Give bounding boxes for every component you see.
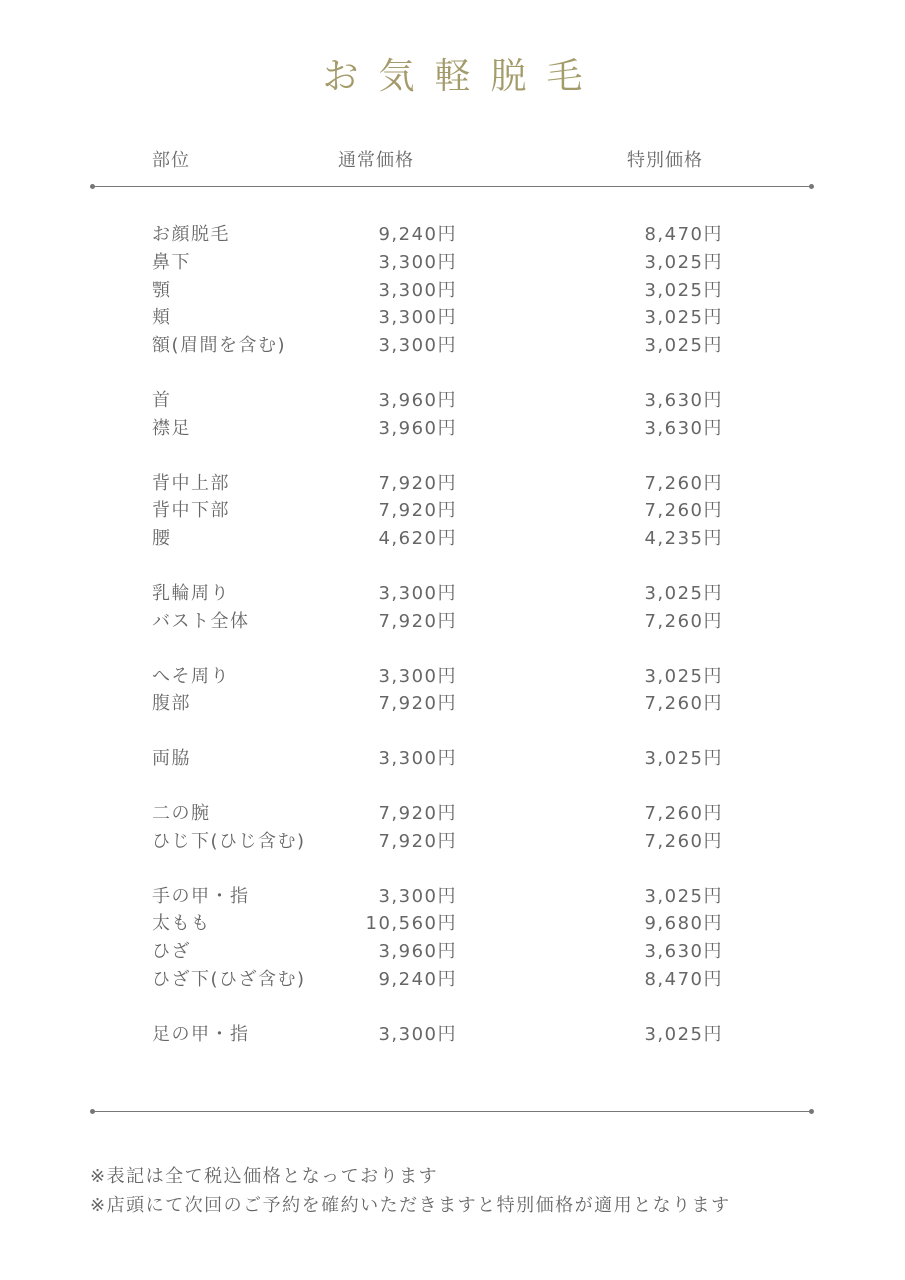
price-row <box>0 882 905 910</box>
row-special-price: 3,025円 <box>644 748 723 770</box>
row-special-price: 3,025円 <box>644 582 723 604</box>
price-row <box>0 524 905 552</box>
row-special-price: 3,630円 <box>644 417 723 439</box>
row-special-price: 7,260円 <box>644 472 723 494</box>
header-normal-price: 通常価格 <box>338 150 414 171</box>
row-normal-price: 3,300円 <box>378 665 457 687</box>
row-special-price: 3,025円 <box>644 279 723 301</box>
row-part: 腹部 <box>152 693 191 715</box>
row-part: ひざ <box>152 941 191 963</box>
row-part: 首 <box>152 389 172 411</box>
row-part: 足の甲・指 <box>152 1023 250 1045</box>
row-part: ひじ下(ひじ含む) <box>152 830 306 852</box>
price-row <box>0 469 905 497</box>
row-special-price: 3,025円 <box>644 1023 723 1045</box>
row-special-price: 3,630円 <box>644 941 723 963</box>
row-normal-price: 3,960円 <box>378 417 457 439</box>
price-row <box>0 607 905 635</box>
price-row <box>0 579 905 607</box>
row-normal-price: 7,920円 <box>378 693 457 715</box>
price-row <box>0 1020 905 1048</box>
row-part: 額(眉間を含む) <box>152 335 287 357</box>
price-row <box>0 276 905 304</box>
row-normal-price: 3,300円 <box>378 1023 457 1045</box>
header-part: 部位 <box>152 150 190 171</box>
price-row <box>0 220 905 248</box>
price-row <box>0 331 905 359</box>
price-row <box>0 827 905 855</box>
row-part: 背中上部 <box>152 472 230 494</box>
row-part: 乳輪周り <box>152 582 230 604</box>
row-special-price: 3,025円 <box>644 885 723 907</box>
row-normal-price: 3,300円 <box>378 582 457 604</box>
row-part: 太もも <box>152 913 211 935</box>
row-special-price: 3,025円 <box>644 335 723 357</box>
row-normal-price: 3,300円 <box>378 885 457 907</box>
price-row <box>0 744 905 772</box>
row-special-price: 7,260円 <box>644 610 723 632</box>
price-row <box>0 414 905 442</box>
notes <box>90 1162 731 1220</box>
row-special-price: 4,235円 <box>644 528 723 550</box>
row-normal-price: 10,560円 <box>365 913 457 935</box>
row-normal-price: 7,920円 <box>378 610 457 632</box>
note-special-price: ※店頭にて次回のご予約を確約いただきますと特別価格が適用となります <box>90 1195 731 1216</box>
row-normal-price: 3,960円 <box>378 941 457 963</box>
price-row <box>0 303 905 331</box>
row-special-price: 7,260円 <box>644 693 723 715</box>
row-part: 両脇 <box>152 748 191 770</box>
row-special-price: 8,470円 <box>644 968 723 990</box>
price-row <box>0 496 905 524</box>
bottom-divider <box>92 1111 812 1112</box>
row-normal-price: 3,300円 <box>378 251 457 273</box>
row-normal-price: 3,300円 <box>378 307 457 329</box>
price-row <box>0 965 905 993</box>
price-row <box>0 909 905 937</box>
row-normal-price: 3,300円 <box>378 335 457 357</box>
row-normal-price: 9,240円 <box>378 968 457 990</box>
row-special-price: 8,470円 <box>644 224 723 245</box>
row-special-price: 7,260円 <box>644 830 723 852</box>
row-part: 頬 <box>152 307 172 329</box>
row-part: ひざ下(ひざ含む) <box>152 968 306 990</box>
row-part: 襟足 <box>152 417 191 439</box>
row-special-price: 3,025円 <box>644 307 723 329</box>
row-normal-price: 4,620円 <box>378 528 457 550</box>
row-part: 顎 <box>152 279 172 301</box>
row-part: 背中下部 <box>152 500 230 522</box>
row-normal-price: 3,300円 <box>378 279 457 301</box>
price-row <box>0 937 905 965</box>
row-special-price: 3,025円 <box>644 251 723 273</box>
row-part: 手の甲・指 <box>152 885 250 907</box>
row-special-price: 9,680円 <box>644 913 723 935</box>
row-part: バスト全体 <box>152 610 250 632</box>
row-special-price: 7,260円 <box>644 500 723 522</box>
row-normal-price: 7,920円 <box>378 472 457 494</box>
row-normal-price: 7,920円 <box>378 830 457 852</box>
header-special-price: 特別価格 <box>627 150 703 171</box>
row-normal-price: 3,960円 <box>378 389 457 411</box>
row-normal-price: 7,920円 <box>378 802 457 824</box>
price-row <box>0 662 905 690</box>
note-tax: ※表記は全て税込価格となっております <box>90 1166 439 1187</box>
row-part: お顔脱毛 <box>152 224 230 245</box>
row-part: へそ周り <box>152 665 230 687</box>
row-part: 二の腕 <box>152 802 211 824</box>
page-title: お気軽脱毛 <box>322 56 603 97</box>
row-special-price: 3,630円 <box>644 389 723 411</box>
row-special-price: 3,025円 <box>644 665 723 687</box>
top-divider <box>92 186 812 187</box>
price-row <box>0 386 905 414</box>
row-normal-price: 7,920円 <box>378 500 457 522</box>
row-normal-price: 3,300円 <box>378 748 457 770</box>
price-row <box>0 689 905 717</box>
price-row <box>0 799 905 827</box>
row-part: 腰 <box>152 528 172 550</box>
price-row <box>0 248 905 276</box>
price-list <box>0 220 905 1048</box>
row-special-price: 7,260円 <box>644 802 723 824</box>
row-part: 鼻下 <box>152 251 191 273</box>
row-normal-price: 9,240円 <box>378 224 457 245</box>
